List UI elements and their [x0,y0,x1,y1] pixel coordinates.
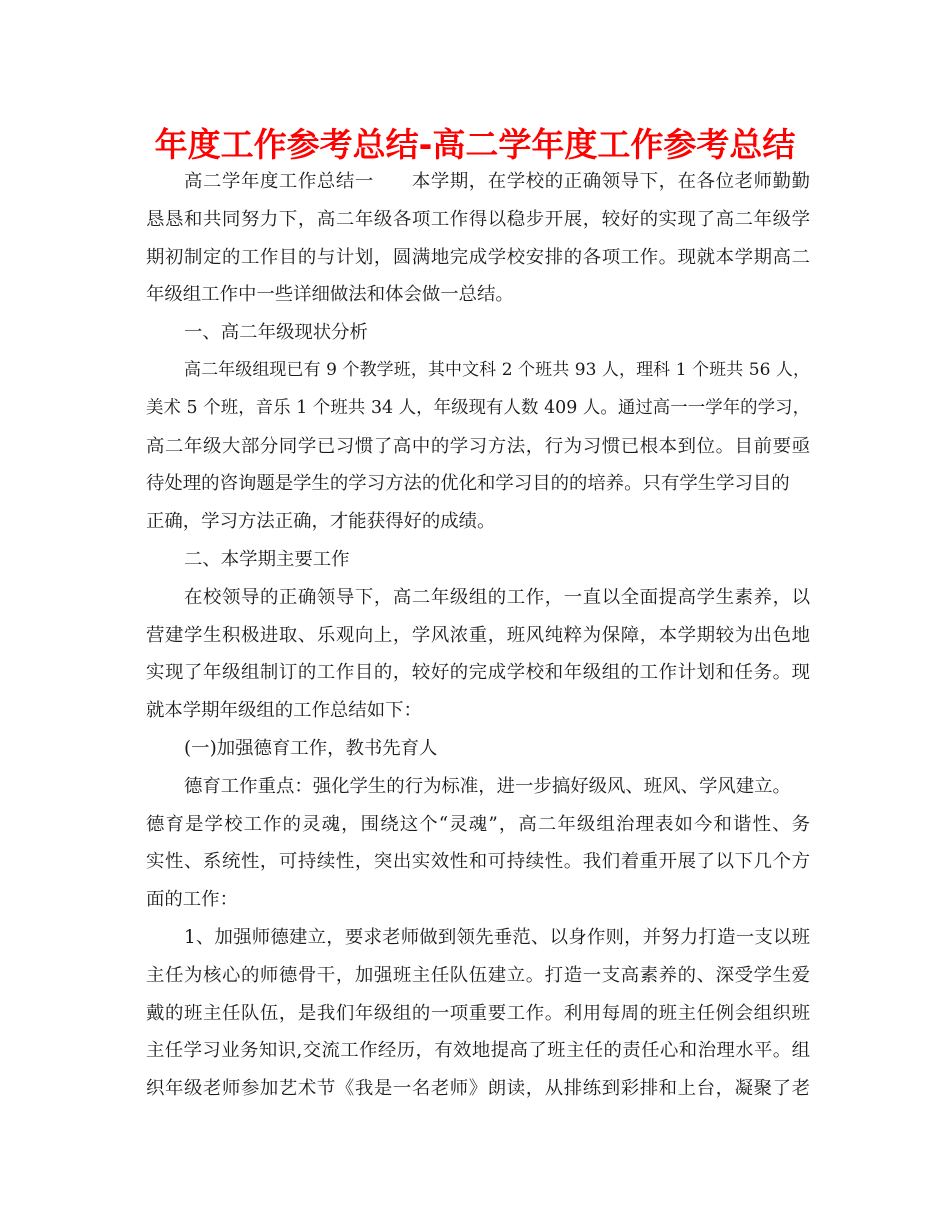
body-line: 待处理的咨询题是学生的学习方法的优化和学习目的的培养。只有学生学习目的 [146,473,790,495]
body-line: 实性、系统性，可持续性，突出实效性和可持续性。我们着重开展了以下几个方 [146,851,810,873]
body-line: 高二年级大部分同学已习惯了高中的学习方法，行为习惯已根本到位。目前要亟 [146,435,810,457]
body-line: 美术 5 个班，音乐 1 个班共 34 人，年级现有人数 409 人。通过高一一学年的学习， [146,397,810,418]
body-line: 正确，学习方法正确，才能获得好的成绩。 [146,511,496,533]
body-line: 营建学生积极进取、乐观向上，学风浓重，班风纯粹为保障，本学期较为出色地 [146,624,810,646]
body-line: 在校领导的正确领导下，高二年级组的工作，一直以全面提高学生素养，以 [184,586,810,608]
body-line: 高二学年度工作总结一 本学期，在学校的正确领导下，在各位老师勤勤 [184,171,810,192]
body-line: 德育是学校工作的灵魂，围绕这个“灵魂”，高二年级组治理表如今和谐性、务 [146,813,810,835]
body-line: 主任为核心的师德骨干，加强班主任队伍建立。打造一支高素养的、深受学生爱 [146,964,810,986]
body-line: 实现了年级组制订的工作目的，较好的完成学校和年级组的工作计划和任务。现 [146,662,810,684]
document-title: 年度工作参考总结-高二学年度工作参考总结 [154,125,796,164]
body-line: 主任学习业务知识,交流工作经历，有效地提高了班主任的责任心和治理水平。组 [146,1040,810,1062]
body-line: 二、本学期主要工作 [184,548,350,570]
body-line: 织年级老师参加艺术节《我是一名老师》朗读，从排练到彩排和上台，凝聚了老 [146,1078,810,1100]
body-line: 德育工作重点：强化学生的行为标准，进一步搞好级风、班风、学风建立。 [184,775,791,797]
body-line: 恳恳和共同努力下，高二年级各项工作得以稳步开展，较好的实现了高二年级学 [146,208,810,230]
body-line: 1、加强师德建立，要求老师做到领先垂范、以身作则，并努力打造一支以班 [184,926,810,948]
body-line: (一)加强德育工作，教书先育人 [184,737,438,759]
document-body [146,163,810,1108]
body-line: 戴的班主任队伍，是我们年级组的一项重要工作。利用每周的班主任例会组织班 [146,1002,810,1024]
body-line: 一、高二年级现状分析 [184,322,368,344]
body-line: 高二年级组现已有 9 个教学班，其中文科 2 个班共 93 人，理科 1 个班共 56 人， [184,359,810,380]
body-line: 年级组工作中一些详细做法和体会做一总结。 [146,284,514,306]
body-line: 就本学期年级组的工作总结如下： [146,700,422,722]
body-line: 面的工作： [146,889,238,911]
body-line: 期初制定的工作目的与计划，圆满地完成学校安排的各项工作。现就本学期高二 [146,246,810,268]
